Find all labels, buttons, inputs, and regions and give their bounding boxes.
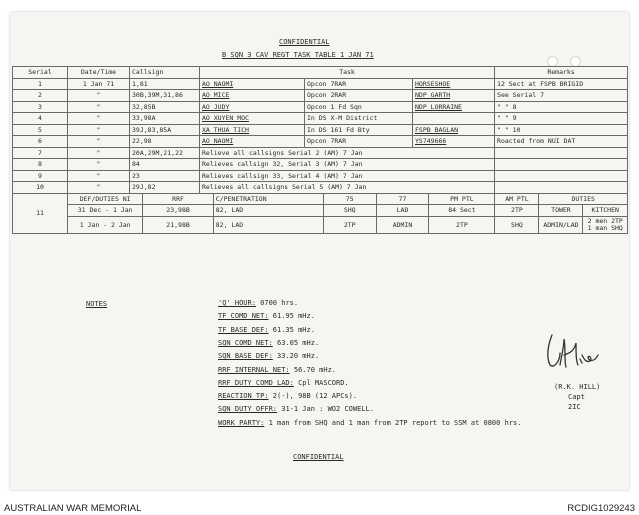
handwritten-signature [540,333,602,377]
operation-cell: Opcon 7RAR [305,78,413,90]
duty-77: LAD [376,205,429,217]
table-row [13,124,628,136]
callsign-cell: 29J,82 [130,182,200,194]
note-value: 61.35 mHz. [268,325,315,334]
area-cell: XA THUA TICH [200,124,305,136]
duty-77-header: 77 [376,194,429,205]
note-line [218,352,319,360]
signatory-appointment: 2IC [568,403,581,411]
area-cell: AO XUYEN MOC [200,113,305,125]
serial-cell: 4 [13,113,68,125]
duty-cpen-header: C/PENETRATION [213,194,323,205]
remarks-cell [495,182,628,194]
duty-def: 1 Jan - 2 Jan [68,216,143,233]
duty-row [68,216,627,233]
signatory-name: (R.K. HILL) [554,383,601,391]
remarks-cell: " " 10 [495,124,628,136]
duty-pm: 2TP [429,216,495,233]
serial-cell: 3 [13,101,68,113]
task-cell: Relieve all callsigns Serial 2 (AM) 7 Jan [200,147,495,159]
table-row [13,159,628,171]
task-cell: Relieves callsign 33, Serial 4 (AM) 7 Jan [200,170,495,182]
callsign-cell: 33,98A [130,113,200,125]
document-title: B SQN 3 CAV REGT TASK TABLE 1 JAN 71 [222,51,374,59]
duty-tower: TOWER [539,205,583,217]
duty-tower: ADMIN/LAD [539,216,583,233]
note-key: TF COMD NET: [218,312,269,321]
note-line [218,366,336,374]
remarks-cell [495,147,628,159]
serial-cell: 1 [13,78,68,90]
note-line [218,405,374,413]
duty-75: 2TP [323,216,376,233]
duty-rrf-header: RRF [143,194,213,205]
serial-cell: 2 [13,90,68,102]
duty-77: ADMIN [376,216,429,233]
table-row [13,113,628,125]
classification-bottom: CONFIDENTIAL [293,453,344,461]
duty-rrf: 21,98B [143,216,213,233]
date-cell: " [68,101,130,113]
remarks-cell: " " 8 [495,101,628,113]
note-line [218,379,349,387]
callsign-cell: 22,98 [130,136,200,148]
note-line [218,312,315,320]
remarks-cell [495,159,628,171]
note-value: Cpl MASCORD. [293,378,349,387]
callsign-cell: 20A,29M,21,22 [130,147,200,159]
note-value: 61.95 mHz. [268,312,315,321]
note-key: WORK PARTY: [218,418,265,427]
note-line [218,339,319,347]
duty-def-header: DEF/DUTIES NI [68,194,143,205]
serial-cell: 6 [13,136,68,148]
table-row [13,182,628,194]
location-cell [413,113,495,125]
note-line [218,392,357,400]
note-key: REACTION TP: [218,392,269,401]
header-date: Date/Time [68,67,130,79]
duty-pm-header: PM PTL [429,194,495,205]
task-cell: Relieves all callsigns Serial 5 (AM) 7 Jan [200,182,495,194]
callsign-cell: 39J,83,85A [130,124,200,136]
date-cell: " [68,90,130,102]
callsign-cell: 23 [130,170,200,182]
note-key: SQN DUTY OFFR: [218,405,278,414]
duty-am-header: AM PTL [495,194,539,205]
operation-cell: Opcon 1 Fd Sqn [305,101,413,113]
operation-cell: Opcon 2RAR [305,90,413,102]
note-key: RRF INTERNAL NET: [218,365,290,374]
header-remarks: Remarks [495,67,628,79]
signature-block [540,333,602,411]
duty-kitchen: KITCHEN [583,205,627,217]
location-cell: NDP LORRAINE [413,101,495,113]
serial-cell: 7 [13,147,68,159]
note-value: 1 man from SHQ and 1 man from 2TP report to SSM at 0800 hrs. [264,418,522,427]
duty-75: SHQ [323,205,376,217]
serial-cell: 10 [13,182,68,194]
location-cell: HORSESHOE [413,78,495,90]
notes-label: NOTES [86,300,108,308]
serial-cell: 8 [13,159,68,171]
location-cell: YS749666 [413,136,495,148]
callsign-cell: 32,85B [130,101,200,113]
date-cell: " [68,136,130,148]
area-cell: AO JUDY [200,101,305,113]
header-callsign: Callsign [130,67,200,79]
archive-reference: RCDIG1029243 [567,503,635,514]
note-line [218,299,298,307]
duty-kitchen: 2 men 2TP 1 man SHQ [583,216,627,233]
archive-name: AUSTRALIAN WAR MEMORIAL [4,503,142,514]
note-key: 'Q' HOUR: [218,299,256,307]
remarks-cell [495,170,628,182]
note-key: SQN BASE DEF: [218,352,273,361]
table-row [13,170,628,182]
duty-75-header: 75 [323,194,376,205]
archive-footer [0,494,639,515]
task-table [12,66,628,234]
duty-def: 31 Dec - 1 Jan [68,205,143,217]
table-row [13,101,628,113]
serial-cell: 9 [13,170,68,182]
duty-pm: 84 Sect [429,205,495,217]
remarks-cell: 12 Sect at FSPB BRIGID [495,78,628,90]
header-serial: Serial [13,67,68,79]
callsign-cell: 30B,39M,31,86 [130,90,200,102]
note-value: 56.70 mHz. [289,365,337,374]
table-header-row [13,67,628,79]
duties-header-row [13,193,628,233]
duty-am: 2TP [495,205,539,217]
table-row [13,136,628,148]
area-cell: AO NAOMI [200,136,305,148]
location-cell: FSPB BAGLAN [413,124,495,136]
operation-cell: In DS 161 Fd Bty [305,124,413,136]
duty-am: SHQ [495,216,539,233]
date-cell: " [68,147,130,159]
duty-row [68,205,627,217]
date-cell: " [68,124,130,136]
area-cell: AO MICE [200,90,305,102]
note-value: 0700 hrs. [255,299,299,307]
table-row [13,147,628,159]
location-cell: NDP GARTH [413,90,495,102]
duty-serial: 11 [13,193,68,233]
note-key: RRF DUTY COMD LAD: [218,378,294,387]
classification-top: CONFIDENTIAL [279,38,330,46]
date-cell: 1 Jan 71 [68,78,130,90]
date-cell: " [68,113,130,125]
duty-cpen: 82, LAD [213,205,323,217]
remarks-cell: See Serial 7 [495,90,628,102]
serial-cell: 5 [13,124,68,136]
operation-cell: Opcon 7RAR [305,136,413,148]
duty-rrf: 23,98B [143,205,213,217]
note-value: 63.05 mHz. [272,338,320,347]
note-value: 31-1 Jan : WO2 COWELL. [277,405,374,414]
area-cell: AO NAOMI [200,78,305,90]
table-row [13,78,628,90]
date-cell: " [68,170,130,182]
date-cell: " [68,159,130,171]
operation-cell: In DS X-M District [305,113,413,125]
callsign-cell: 1,81 [130,78,200,90]
note-line [218,419,521,427]
table-row [13,90,628,102]
note-value: 33.20 mHz. [272,352,320,361]
header-task: Task [200,67,495,79]
task-cell: Relieves callsign 32, Serial 3 (AM) 7 Jan [200,159,495,171]
signatory-rank: Capt [568,393,585,401]
remarks-cell: " " 9 [495,113,628,125]
note-key: TF BASE DEF: [218,325,269,334]
duty-cpen: 82, LAD [213,216,323,233]
note-value: 2(-), 98B (12 APCs). [268,392,358,401]
note-key: SQN COMD NET: [218,338,273,347]
date-cell: " [68,182,130,194]
remarks-cell: Roacted from NUI DAT [495,136,628,148]
note-line [218,326,315,334]
callsign-cell: 84 [130,159,200,171]
duty-duties-header: DUTIES [539,194,627,205]
